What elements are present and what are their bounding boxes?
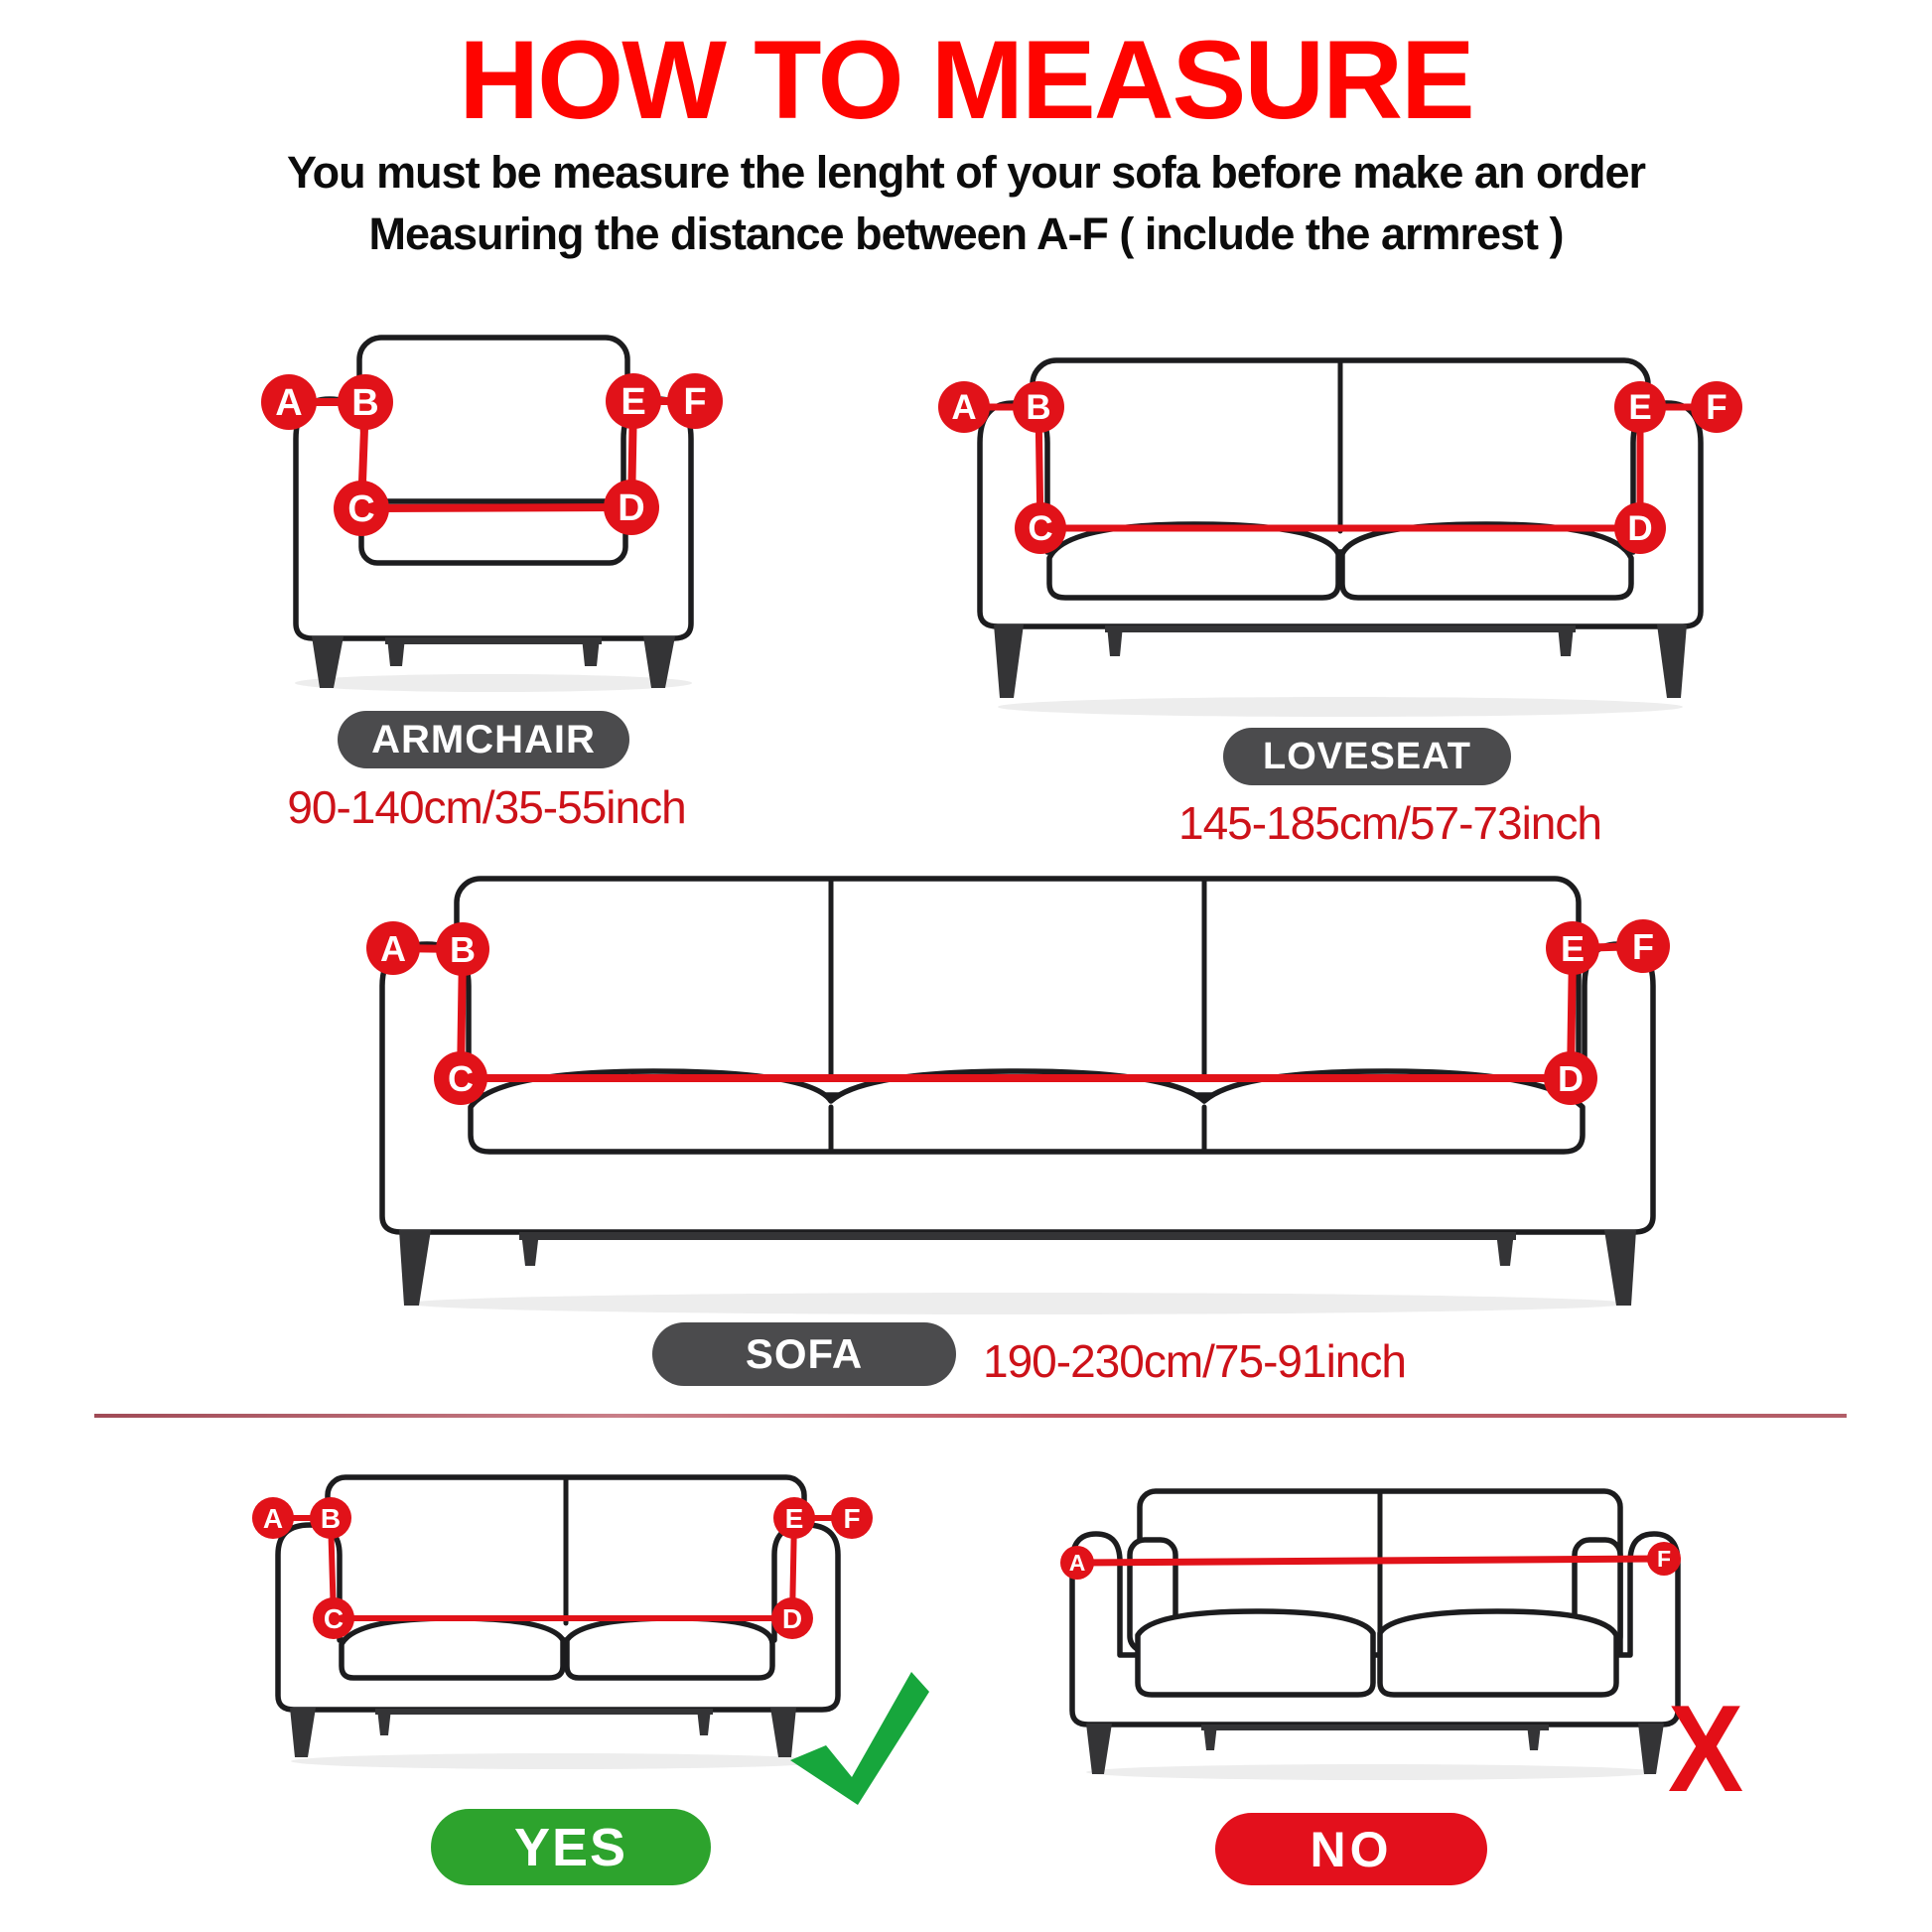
measure-marker-f [1647,1542,1681,1576]
svg-text:C: C [347,488,375,530]
measure-marker-a [938,381,990,433]
svg-text:B: B [450,929,476,970]
loveseat-leg [1558,625,1574,656]
measure-marker-f [1691,381,1742,433]
loveseat-stretcher [375,1709,713,1715]
measure-marker-a [261,374,317,430]
incorrect-example-diagram [1052,1484,1708,1787]
svg-text:D: D [618,487,645,529]
loveseat-stretcher [1105,625,1576,632]
armchair-size-range: 90-140cm/35-55inch [287,781,686,833]
correct-loveseat-drawing [278,1477,838,1769]
loveseat-drawing [980,360,1701,717]
svg-text:D: D [1558,1058,1584,1099]
svg-text:A: A [380,928,406,969]
svg-text:F: F [1706,388,1727,427]
svg-text:F: F [1632,926,1654,967]
measure-marker-d [771,1597,813,1639]
measure-marker-e [606,373,661,429]
sofa-diagram [308,869,1718,1320]
svg-text:C: C [448,1058,474,1099]
measure-marker-e [1614,381,1666,433]
sofa-seat-cushions [471,1071,1583,1152]
sofa-leg [399,1230,431,1306]
measure-marker-b [1013,381,1064,433]
loveseat-leg [1657,624,1687,698]
loveseat-leg [1527,1725,1541,1750]
incorrect-loveseat-drawing [1072,1491,1678,1780]
measure-marker-d [1544,1051,1597,1105]
loveseat-leg [697,1709,711,1735]
armchair-stretcher [385,637,602,644]
measure-marker-c [334,481,389,536]
loveseat-seat-cushion [1342,524,1631,598]
svg-text:E: E [1628,388,1652,427]
svg-text:D: D [781,1603,803,1634]
svg-text:F: F [843,1503,861,1534]
loveseat-label-pill [1223,728,1511,785]
sofa-leg [1604,1230,1636,1306]
sofa-size-range: 190-230cm/75-91inch [983,1335,1406,1387]
svg-text:B: B [351,382,379,424]
yes-label: YES [513,1817,628,1877]
measure-marker-d [1614,502,1666,554]
measure-marker-e [773,1497,815,1539]
measure-marker-d [604,480,659,535]
subtitle-line-1: You must be measure the lenght of your sofa before make an order [287,147,1645,198]
loveseat-seat-cushion [1380,1611,1616,1695]
sofa-label: SOFA [745,1330,864,1377]
loveseat-label: LOVESEAT [1263,735,1471,777]
check-icon [782,1666,933,1810]
loveseat-diagram [928,328,1762,745]
armchair-label-pill [338,711,629,768]
loveseat-leg [994,624,1024,698]
svg-text:B: B [1026,388,1051,427]
subtitle-line-2: Measuring the distance between A-F ( include the armrest ) [368,208,1564,259]
measure-marker-b [338,374,393,430]
x-mark-icon: X [1668,1681,1744,1818]
loveseat-leg [1107,625,1123,656]
svg-text:E: E [784,1503,804,1534]
section-divider [94,1414,1847,1418]
svg-text:F: F [1656,1546,1672,1572]
sofa-label-pill [652,1322,956,1386]
loveseat-leg [377,1709,391,1735]
yes-badge [431,1809,711,1885]
page-title: HOW TO MEASURE [459,18,1473,142]
no-badge [1215,1813,1487,1885]
sofa-stretcher [519,1232,1516,1240]
loveseat-leg [1086,1724,1112,1774]
svg-text:F: F [683,381,707,423]
loveseat-seat-cushion [342,1618,563,1678]
measure-marker-a [252,1497,294,1539]
loveseat-leg [1638,1724,1664,1774]
measure-marker-f [667,373,723,429]
measure-marker-c [313,1597,354,1639]
measure-marker-b [436,922,489,976]
measure-marker-c [434,1051,487,1105]
svg-text:E: E [621,381,646,423]
sofa-leg [521,1232,539,1266]
loveseat-stretcher [1201,1725,1549,1730]
armchair-leg [582,637,600,666]
svg-text:A: A [262,1503,284,1534]
svg-text:C: C [1028,509,1053,548]
svg-text:A: A [1068,1550,1086,1576]
no-label: NO [1310,1821,1393,1877]
svg-text:B: B [320,1503,342,1534]
measure-marker-e [1546,921,1599,975]
measure-marker-c [1015,502,1066,554]
sofa-leg [1496,1232,1514,1266]
svg-text:A: A [951,388,977,427]
loveseat-seat-cushion [1049,524,1338,598]
loveseat-leg [290,1708,316,1757]
loveseat-size-range: 145-185cm/57-73inch [1178,797,1601,849]
svg-text:C: C [323,1603,345,1634]
measure-marker-f [831,1497,873,1539]
measure-marker-b [310,1497,351,1539]
sofa-drawing [382,879,1653,1314]
armchair-label: ARMCHAIR [371,717,596,761]
measure-marker-a [1060,1546,1094,1580]
loveseat-seat-cushion [567,1618,772,1678]
armchair-leg [387,637,405,666]
loveseat-seat-cushion [1138,1611,1373,1695]
svg-text:E: E [1560,928,1586,969]
loveseat-leg [1203,1725,1217,1750]
measure-marker-a [366,921,420,975]
measure-marker-f [1616,919,1670,973]
svg-text:A: A [275,382,303,424]
armchair-diagram [260,298,727,695]
svg-text:D: D [1627,509,1653,548]
